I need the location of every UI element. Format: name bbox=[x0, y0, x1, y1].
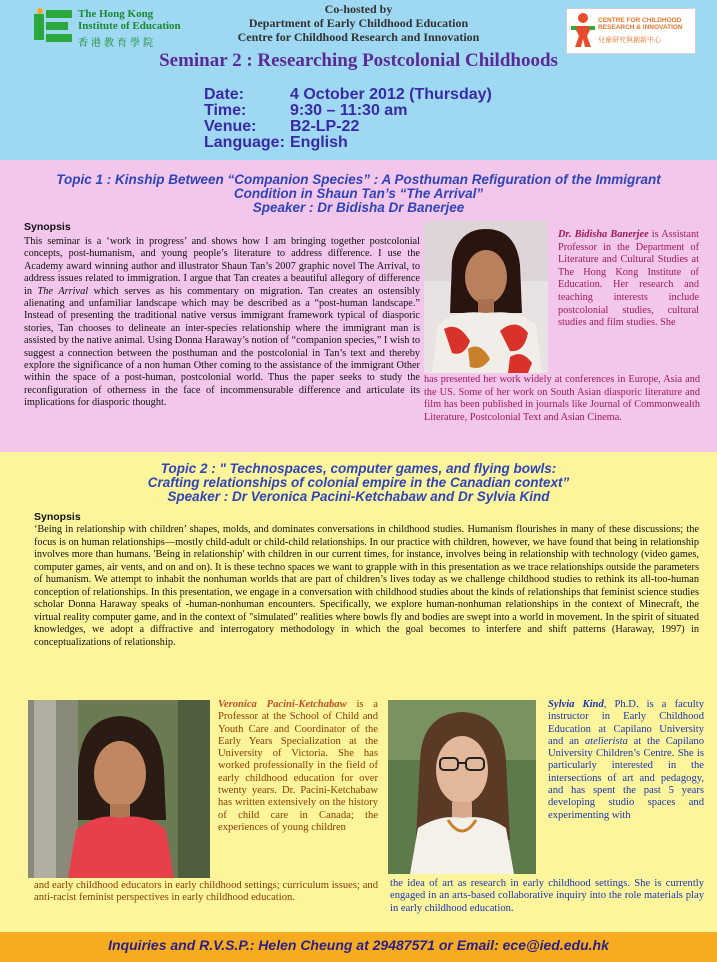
venue-label: Venue: bbox=[204, 118, 257, 135]
topic1-synopsis: This seminar is a ‘work in progress’ and shows how I am bringing together postcolonial concepts, post-humanism, and young people’s literature to address difference. I use the Academy award winning author and illustrator Shaun Tan’s 2007 graphic novel The Arrival, to address issues related to immigration. I argue that Tan creates a beautiful allegory of difference in The Arrival which serves as his commentary on migration. Tan creates an ostensibly alienating and unfamiliar landscape which may be described as a “post-human landscape.” Instead of presenting the traditional native versus immigrant framework typical of diasporic stories, Tan chooses to delineate an inter-species relationship where the immigrant man is assisted by the native animal. Using Donna Haraway’s notion of “companion species,” I wish to suggest a connection between the posthuman and the postcolonial in Tan’s text and thereby explore the significance of a non human Other coming to the assistance of the immigrant Other within the space of a post-human, postcolonial world. Thus the paper seeks to study the reconfiguration of otherness in the face of incommensurable difference and articulate its implications for diasporic thought. bbox=[24, 236, 420, 409]
topic2-synopsis: ‘Being in relationship with children’ shapes, molds, and dominates conversations in childhood studies. Humanism flourishes in many of these discussions; the focus is on human relationships—mostly child-adult or child-child relationships. In our practice with children, however, we have found that being in relationship involves more than humans. 'Being in relationship' with children in our current times, for instance, involves being in relationship with technology (video games, computer games, air vents, and on and on). It is these techno spaces we want to grapple with in this presentation as we trace relationships outside the parameters of humanism. We attempt to inhabit the nonhuman worlds that are part of children’s lives today as we challenge childhood studies to rethink its all-too-human conception of relationships. In this presentation, we engage in a conversation with childhood studies about the kinds of relationships that feminist science studies scholar Donna Haraway speaks of -human-nonhuman encounters. Specifically, we explore human-nonhuman relationships in the context of Minecraft, the virtual reality computer game, and in the context of "simulated" realities where bowls fly and bodies are swept into a world in movement. In the spirit of situated knowledges, we adopt a diffractive and interrogatory methodology in which the goal becomes to interfere and shift patterns (Haraway, 1997) in conceptualizations of relationship. bbox=[34, 524, 699, 648]
time-value: 9:30 – 11:30 am bbox=[290, 102, 408, 119]
veronica-bio-continued: and early childhood educators in early childhood settings; curriculum issues; and anti-racist feminist perspectives in early childhood education. bbox=[34, 880, 378, 904]
topic1-title-line2: Condition in Shaun Tan’s “The Arrival” bbox=[233, 186, 484, 201]
topic2-synopsis-heading: Synopsis bbox=[34, 511, 81, 523]
veronica-bio: Veronica Pacini-Ketchabaw is a Professor at the School of Child and Youth Care and Coordinator of the Early Years Specialization at the University of Victoria. She has worked professionally in the field of early childhood education for over twenty years. Dr. Pacini-Ketchabaw has written extensively on the history of child care in Canada; the experiences of young children bbox=[218, 699, 378, 833]
cohost-label: Co-hosted by bbox=[324, 2, 393, 16]
ccri-figure-icon bbox=[571, 12, 595, 48]
date-value: 4 October 2012 (Thursday) bbox=[290, 86, 492, 103]
hkied-logo bbox=[34, 6, 181, 50]
cohost-department: Department of Early Childhood Education bbox=[248, 16, 469, 30]
veronica-pacini-ketchabaw-photo bbox=[28, 700, 210, 878]
time-label: Time: bbox=[204, 102, 247, 119]
topic1-title-line1: Topic 1 : Kinship Between “Companion Species” : A Posthuman Refiguration of the Immigrant bbox=[56, 172, 661, 187]
sylvia-bio: Sylvia Kind, Ph.D. is a faculty instructor in Early Childhood Education at Capilano University and an atelierista at the Capilano University Children’s Centre. She is particularly interested in the intersections of art and pedagogy, and has spent the past 5 years developing studio spaces and experimenting with bbox=[548, 699, 705, 821]
ccri-name-zh: 兒童研究與創新中心 bbox=[598, 36, 661, 44]
topic2-title-line2: Crafting relationships of colonial empire in the Canadian context” bbox=[147, 475, 570, 490]
language-value: English bbox=[290, 134, 348, 151]
hkied-leaf-icon bbox=[34, 8, 74, 46]
hkied-name-en: The Hong Kong Institute of Education bbox=[78, 8, 181, 32]
sylvia-kind-photo bbox=[388, 700, 536, 874]
bidisha-bio-continued: has presented her work widely at conferences in Europe, Asia and the US. Some of her work on South Asian diasporic literature and film has been published in journals like Journal of Commonwealth Literature, Postcolonial Text and Asian Cinema. bbox=[424, 374, 700, 423]
topic2-title-line1: Topic 2 : " Technospaces, computer games, and flying bowls: bbox=[160, 461, 557, 476]
bidisha-bio: Dr. Bidisha Banerjee is Assistant Professor in the Department of Literature and Cultural Studies at The Hong Kong Institute of Education. Her research and teaching interests include postcolonial studies, cultural studies and film studies. She bbox=[558, 229, 699, 329]
seminar-title: Seminar 2 : Researching Postcolonial Childhoods bbox=[159, 50, 558, 71]
topic1-speaker: Speaker : Dr Bidisha Dr Banerjee bbox=[252, 200, 465, 215]
ccri-logo bbox=[566, 8, 696, 54]
venue-value: B2-LP-22 bbox=[290, 118, 360, 135]
rsvp-contact: Inquiries and R.V.S.P.: Helen Cheung at 29487571 or Email: ece@ied.edu.hk bbox=[108, 937, 609, 953]
hkied-name-zh: 香港教育學院 bbox=[78, 38, 156, 49]
ccri-name-en: CENTRE FOR CHILDHOOD RESEARCH & INNOVATION bbox=[598, 17, 683, 31]
date-label: Date: bbox=[204, 86, 245, 103]
bidisha-banerjee-photo bbox=[424, 221, 548, 373]
topic1-synopsis-heading: Synopsis bbox=[24, 221, 71, 233]
topic2-speaker: Speaker : Dr Veronica Pacini-Ketchabaw and Dr Sylvia Kind bbox=[167, 489, 550, 504]
sylvia-bio-continued: the idea of art as research in early childhood settings. She is currently engaged in an arts-based collaborative inquiry into the role materials play in early childhood education. bbox=[390, 878, 704, 914]
cohost-centre: Centre for Childhood Research and Innovation bbox=[237, 30, 480, 44]
language-label: Language: bbox=[204, 134, 285, 151]
